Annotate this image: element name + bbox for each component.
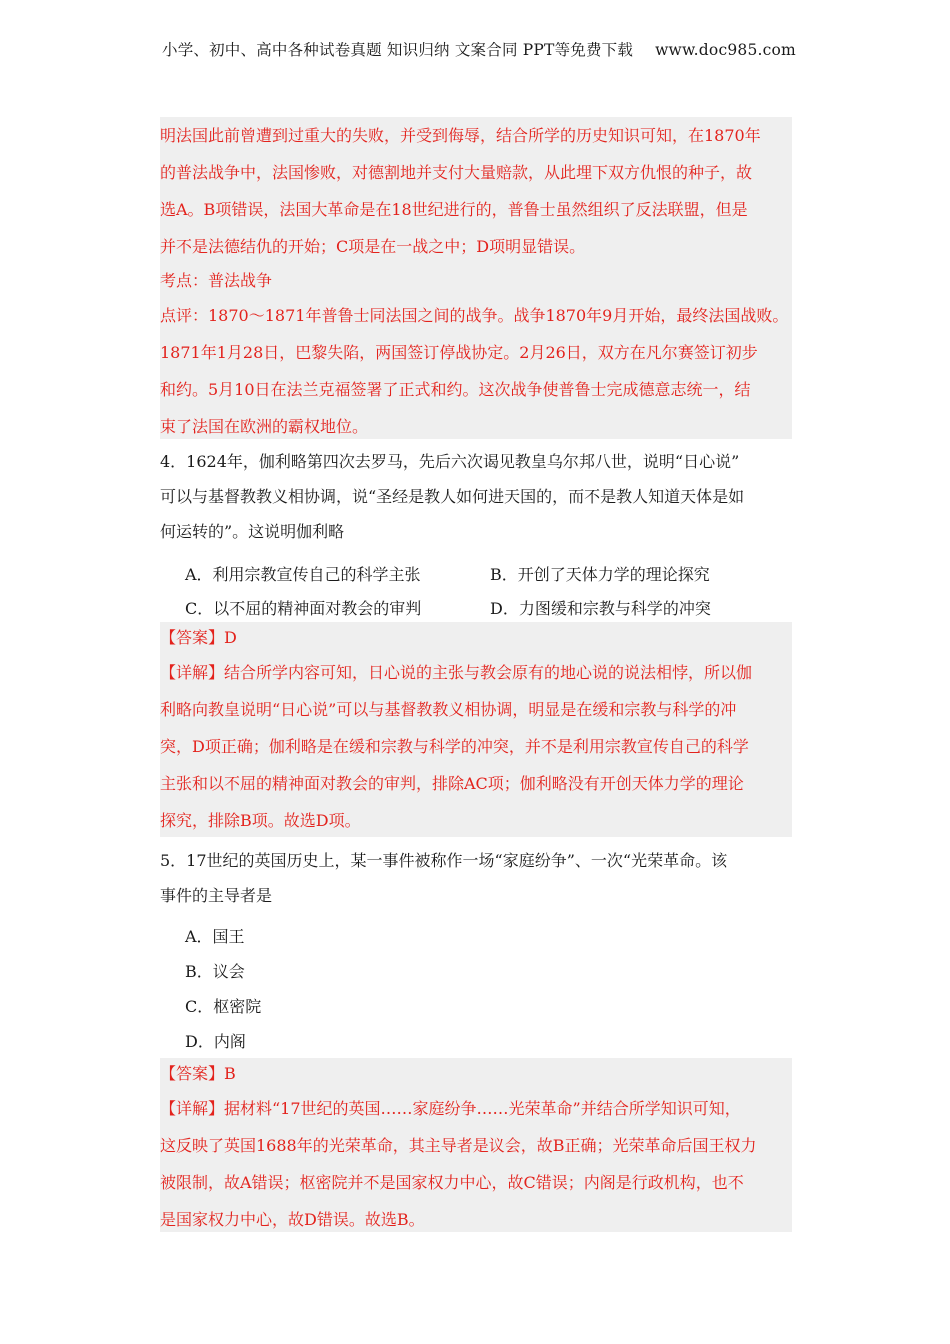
answer-label: 【答案】D bbox=[160, 628, 237, 647]
answer-block-q4 bbox=[160, 622, 792, 837]
question-line: 4．1624年，伽利略第四次去罗马，先后六次谒见教皇乌尔邦八世，说明“日心说” bbox=[160, 452, 740, 471]
explanation-block-q3 bbox=[160, 117, 792, 439]
q5-option-c: C．枢密院 bbox=[185, 997, 262, 1016]
detail-line: 【详解】据材料“17世纪的英国……家庭纷争……光荣革命”并结合所学知识可知， bbox=[160, 1099, 741, 1118]
question-line: 事件的主导者是 bbox=[160, 886, 273, 905]
page-header bbox=[162, 38, 796, 60]
q4-option-b: B．开创了天体力学的理论探究 bbox=[490, 565, 710, 584]
explanation-line: 的普法战争中，法国惨败，对德割地并支付大量赔款，从此埋下双方仇恨的种子，故 bbox=[160, 163, 753, 182]
question-5-stem bbox=[160, 843, 727, 913]
q4-option-d: D．力图缓和宗教与科学的冲突 bbox=[490, 599, 711, 618]
detail-line: 是国家权力中心，故D错误。故选B。 bbox=[160, 1210, 425, 1229]
q5-option-a: A．国王 bbox=[185, 927, 245, 946]
q5-option-b: B．议会 bbox=[185, 962, 245, 981]
q4-option-c: C．以不屈的精神面对教会的审判 bbox=[185, 599, 422, 618]
question-line: 何运转的”。这说明伽利略 bbox=[160, 522, 345, 541]
question-line: 5．17世纪的英国历史上，某一事件被称作一场“家庭纷争”、一次“光荣革命。该 bbox=[160, 851, 728, 870]
dianping-line: 点评：1870～1871年普鲁士同法国之间的战争。战争1870年9月开始，最终法国战败。 bbox=[160, 306, 789, 325]
dianping-line: 束了法国在欧洲的霸权地位。 bbox=[160, 417, 369, 436]
answer-label: 【答案】B bbox=[160, 1064, 236, 1083]
question-4-stem bbox=[160, 444, 744, 549]
detail-line: 【详解】结合所学内容可知，日心说的主张与教会原有的地心说的说法相悖，所以伽 bbox=[160, 663, 753, 682]
explanation-line: 明法国此前曾遭到过重大的失败，并受到侮辱，结合所学的历史知识可知，在1870年 bbox=[160, 126, 761, 145]
header-url: www.doc985.com bbox=[655, 41, 796, 59]
q4-option-a: A．利用宗教宣传自己的科学主张 bbox=[185, 565, 421, 584]
answer-block-q5 bbox=[160, 1058, 792, 1232]
detail-line: 主张和以不屈的精神面对教会的审判，排除AC项；伽利略没有开创天体力学的理论 bbox=[160, 774, 744, 793]
explanation-line: 并不是法德结仇的开始；C项是在一战之中；D项明显错误。 bbox=[160, 237, 586, 256]
detail-line: 这反映了英国1688年的光荣革命，其主导者是议会，故B正确；光荣革命后国王权力 bbox=[160, 1136, 757, 1155]
detail-line: 利略向教皇说明“日心说”可以与基督教教义相协调，明显是在缓和宗教与科学的冲 bbox=[160, 700, 737, 719]
q5-option-d: D．内阁 bbox=[185, 1032, 246, 1051]
detail-line: 被限制，故A错误；枢密院并不是国家权力中心，故C错误；内阁是行政机构，也不 bbox=[160, 1173, 744, 1192]
dianping-line: 和约。5月10日在法兰克福签署了正式和约。这次战争使普鲁士完成德意志统一，结 bbox=[160, 380, 751, 399]
header-title: 小学、初中、高中各种试卷真题 知识归纳 文案合同 PPT等免费下载 bbox=[162, 41, 634, 59]
explanation-line: 选A。B项错误，法国大革命是在18世纪进行的，普鲁士虽然组织了反法联盟，但是 bbox=[160, 200, 748, 219]
detail-line: 突，D项正确；伽利略是在缓和宗教与科学的冲突，并不是利用宗教宣传自己的科学 bbox=[160, 737, 749, 756]
dianping-line: 1871年1月28日，巴黎失陷，两国签订停战协定。2月26日，双方在凡尔赛签订初步 bbox=[160, 343, 758, 362]
kaodian-line: 考点：普法战争 bbox=[160, 271, 273, 290]
question-line: 可以与基督教教义相协调，说“圣经是教人如何进天国的，而不是教人知道天体是如 bbox=[160, 487, 745, 506]
detail-line: 探究，排除B项。故选D项。 bbox=[160, 811, 361, 830]
